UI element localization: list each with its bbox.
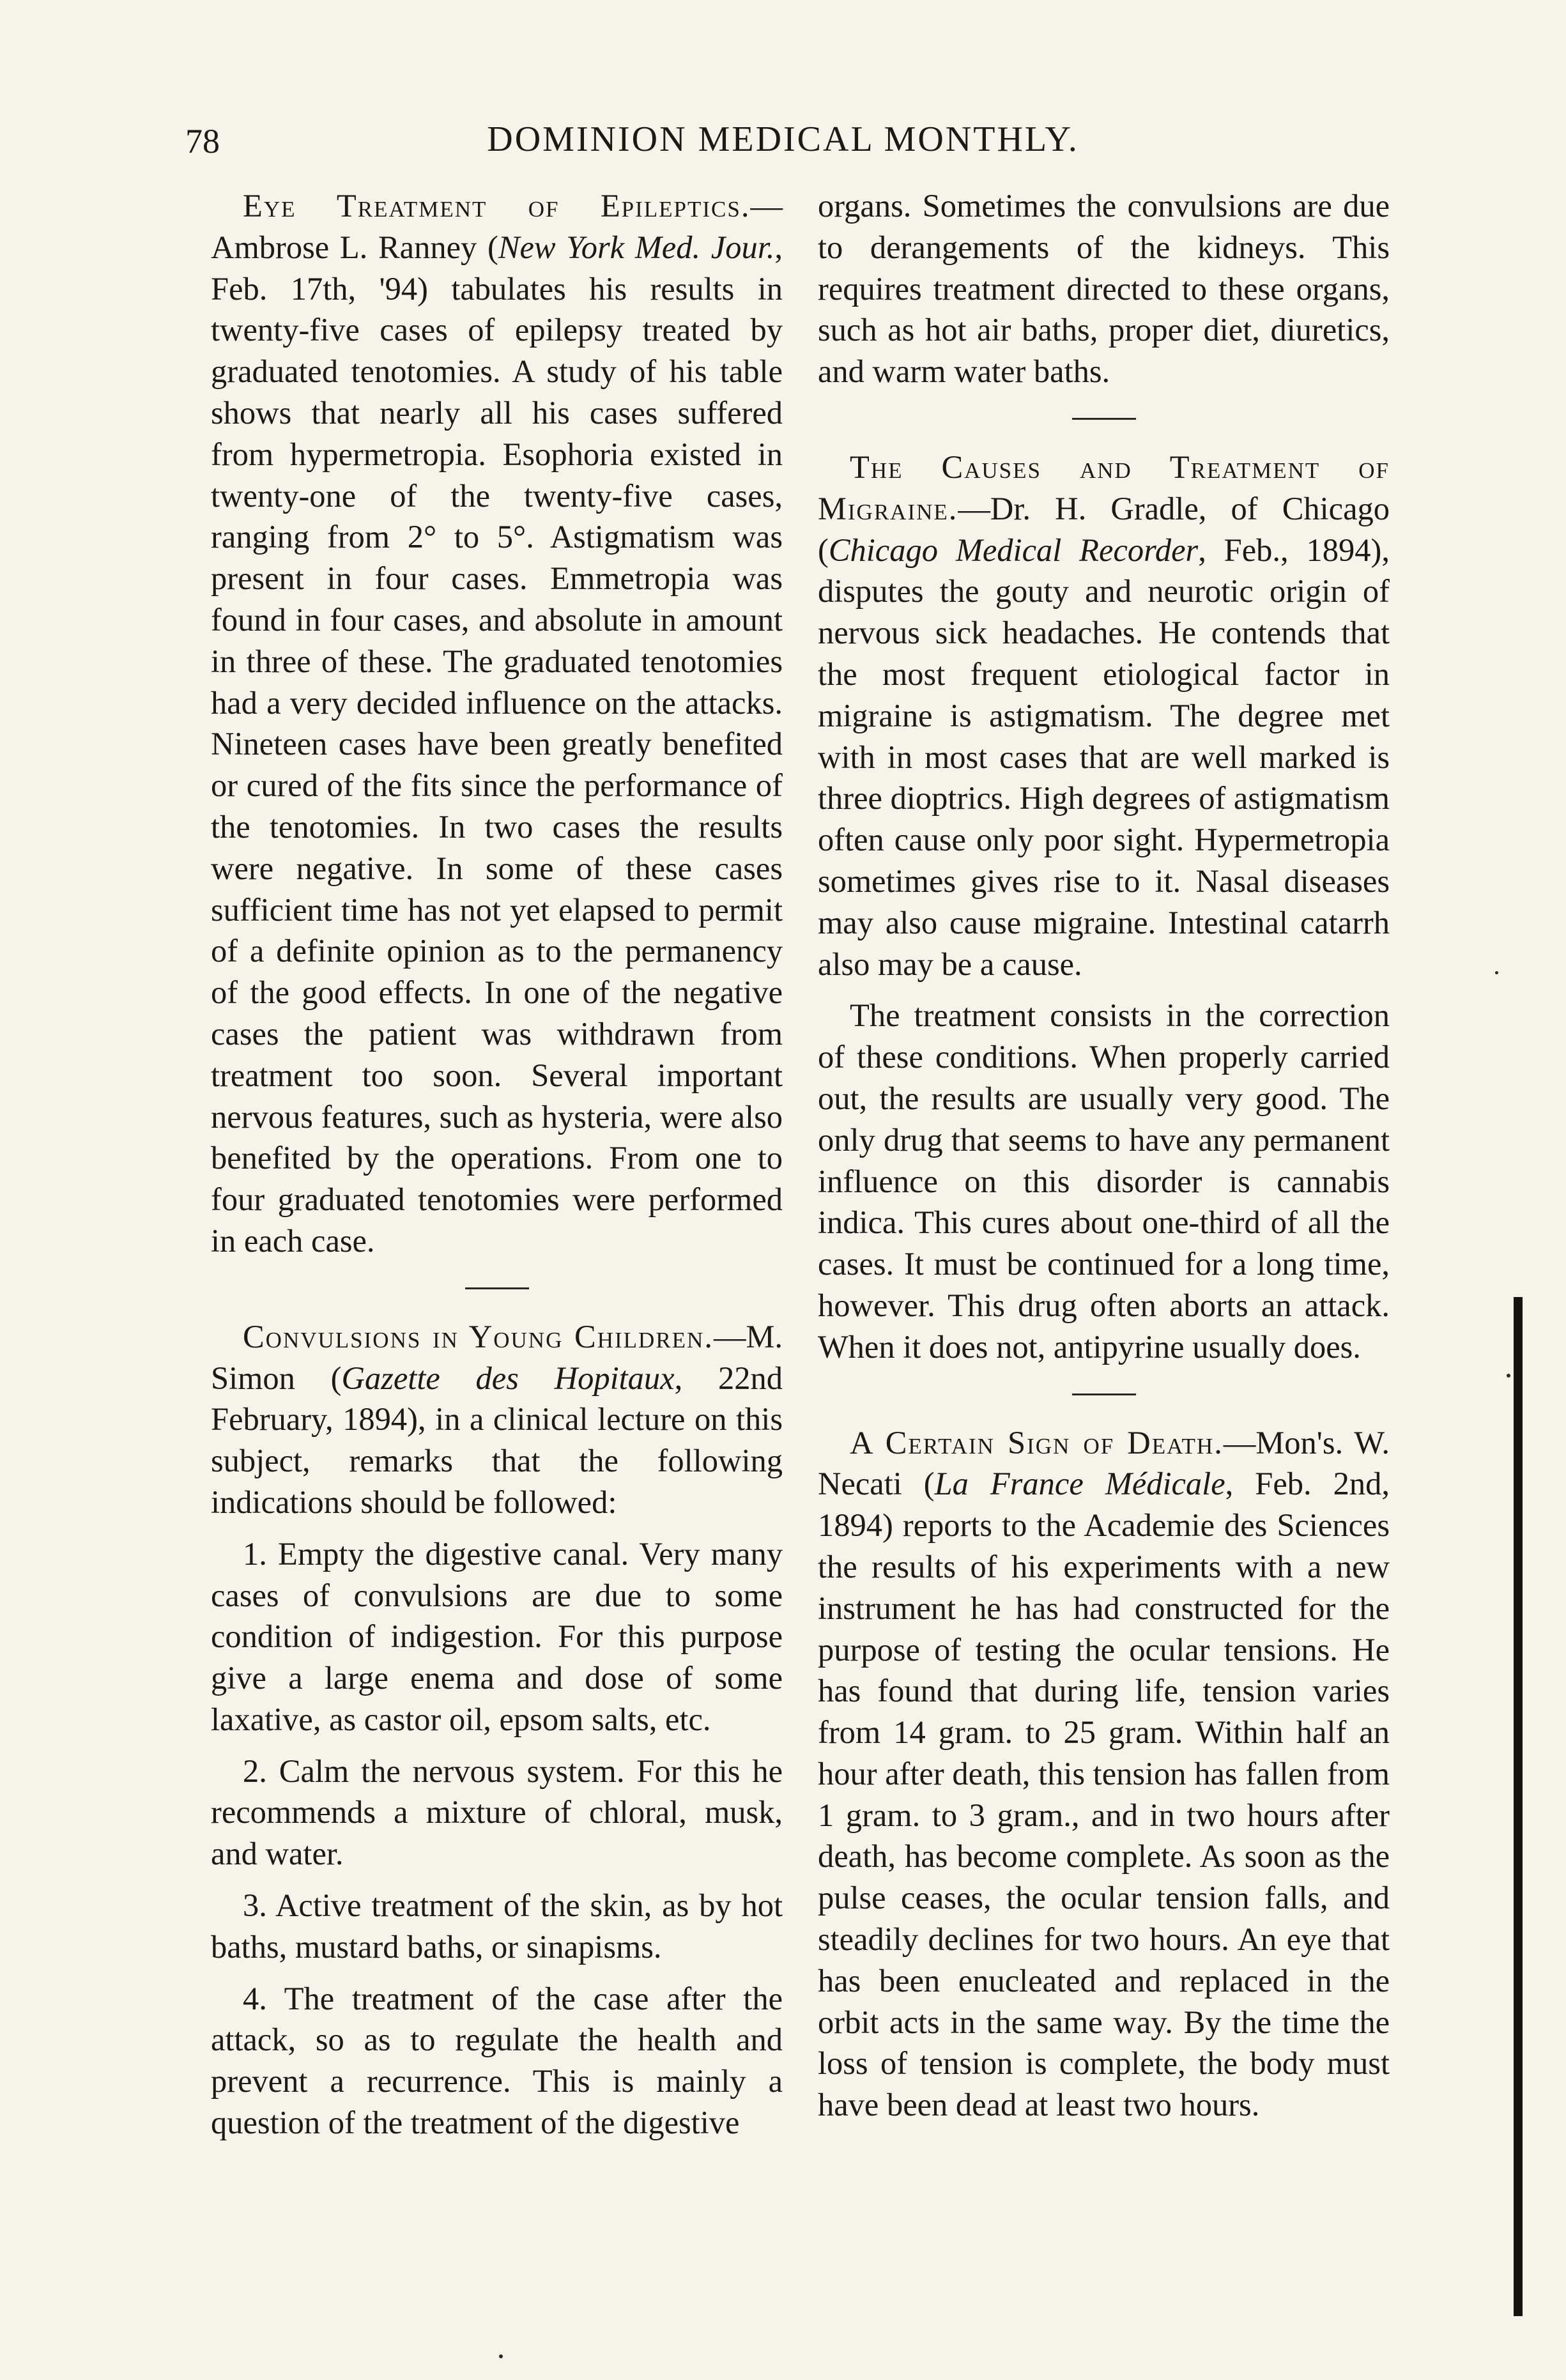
article-text: —M. Simon ( — [211, 1318, 783, 1396]
article-heading: Convulsions in Young Children. — [243, 1318, 714, 1355]
section-divider — [1072, 1393, 1136, 1395]
article-sign-of-death — [818, 1422, 1390, 2126]
article-text: , 22nd February, 1894), in a clinical lecture on this subject, remarks that the following indications should be followed: — [211, 1360, 783, 1520]
article-source: New York Med. Jour. — [498, 229, 775, 265]
left-column — [211, 185, 783, 2144]
article-text: —Dr. H. Gradle, of Chicago ( — [818, 490, 1390, 568]
article-text: , Feb., 1894), disputes the gouty and neurotic origin of nervous sick headaches. He contends that the most frequent etiological factor in migraine is astigmatism. The degree met with in most cases that are well marked is three dioptrics. High degrees of astigmatism often cause only poor sight. Hypermetropia sometimes gives rise to it. Nasal diseases may also cause migraine. Intestinal catarrh also may be a cause. — [818, 532, 1390, 982]
right-column — [818, 185, 1390, 2126]
list-item: 2. Calm the nervous system. For this he recommends a mixture of chloral, musk, and water. — [211, 1753, 783, 1872]
article-paragraph: The treatment consists in the correction of these conditions. When properly carried out, the results are usually very good. The only drug that seems to have any permanent influence on this disorder is cannabis indica. This cures about one-third of all the cases. It must be continued for a long time, however. This drug often aborts an attack. When it does not, antipyrine usually does. — [818, 997, 1390, 1365]
article-text: , Feb. 2nd, 1894) reports to the Academie des Sciences the results of his experiments with a new instrument he has had constructed for the purpose of testing the ocular tensions. He has found that during life, tension varies from 14 gram. to 25 gram. Within half an hour after death, this tension has fallen from 1 gram. to 3 gram., and in two hours after death, has become complete. As soon as the pulse ceases, the ocular tension falls, and steadily declines for two hours. An eye that has been enucleated and replaced in the orbit acts in the same way. By the time the loss of tension is complete, the body must have been dead at least two hours. — [818, 1466, 1390, 2123]
section-divider — [1072, 418, 1136, 420]
article-eye-treatment — [211, 185, 783, 1262]
article-source: La France Médicale — [934, 1466, 1225, 1502]
list-item: 4. The treatment of the case after the attack, so as to regulate the health and prevent a recurrence. This is mainly a question of the treatment of the digestive — [211, 1980, 783, 2141]
list-item: 1. Empty the digestive canal. Very many cases of convulsions are due to some condition of indigestion. For this purpose give a large enema and dose of some laxative, as castor oil, epsom salts, etc. — [211, 1535, 783, 1737]
article-heading: Eye Treatment of Epileptics. — [243, 188, 751, 224]
article-heading: A Certain Sign of Death. — [850, 1424, 1224, 1461]
article-text: , Feb. 17th, '94) tabulates his results in twenty-five cases of epilepsy treated by graduated tenotomies. A study of his table shows that nearly all his cases suffered from hypermetropia. Esophoria existed in twenty-one of the twenty-five cases, ranging from 2° to 5°. Astigmatism was present in four cases. Emmetropia was found in four cases, and absolute in amount in three of these. The graduated tenotomies had a very decided influence on the attacks. Nineteen cases have been greatly benefited or cured of the fits since the performance of the tenotomies. In two cases the results were negative. In some of these cases sufficient time has not yet elapsed to permit of a definite opinion as to the permanency of the good effects. In one of the negative cases the patient was withdrawn from treatment too soon. Several important nervous features, such as hysteria, were also benefited by the operations. From one to four graduated tenotomies were performed in each case. — [211, 229, 783, 1259]
article-text: —Ambrose L. Ranney ( — [211, 188, 783, 265]
scan-edge-bar — [1514, 1297, 1523, 2316]
article-source: Chicago Medical Recorder — [828, 532, 1199, 568]
scan-speck — [499, 2354, 503, 2358]
article-migraine — [818, 447, 1390, 985]
article-heading: The Causes and Treatment of Migraine. — [818, 449, 1390, 526]
continuation-text: organs. Sometimes the convulsions are due to derangements of the kidneys. This requires treatment directed to these organs, such as hot air baths, proper diet, diuretics, and warm water baths. — [818, 188, 1390, 390]
section-divider — [465, 1287, 529, 1289]
running-title: DOMINION MEDICAL MONTHLY. — [487, 119, 1079, 159]
page-number: 78 — [185, 122, 220, 160]
article-convulsions — [211, 1316, 783, 1523]
scan-speck — [1507, 1374, 1510, 1378]
article-source: Gazette des Hopitaux — [341, 1360, 675, 1396]
scan-speck — [1495, 971, 1498, 974]
list-item: 3. Active treatment of the skin, as by hot baths, mustard baths, or sinapisms. — [211, 1887, 783, 1965]
article-text: —Mon's. W. Necati ( — [818, 1424, 1390, 1502]
